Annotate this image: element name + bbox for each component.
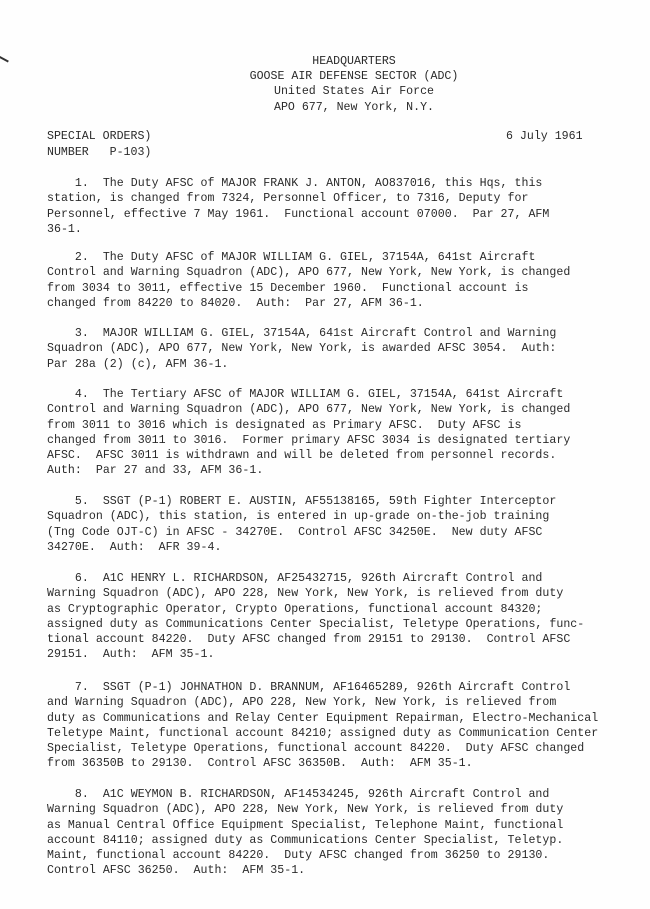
order-date: 6 July 1961 xyxy=(506,130,583,143)
paragraph-2: 2. The Duty AFSC of MAJOR WILLIAM G. GIEL, 37154A, 641st Aircraft Control and Warning Squadron (ADC), APO 677, New York, New York, is changed from 3034 to 3011, effective 15 December 1960. Functional account is changed from 84220 to 84020. Auth: Par 27, AFM 36-1. xyxy=(47,251,571,310)
paragraph-6: 6. A1C HENRY L. RICHARDSON, AF25432715, 926th Aircraft Control and Warning Squadron (ADC), APO 228, New York, New York, is relieved from duty as Cryptographic Operator, Crypto Operations, functional account 84320; assigned duty as Communications Center Specialist, Teletype Operations, func- tional account 84220. Duty AFSC changed from 29151 to 29130. Control AFSC 29151. Auth: AFM 35-1. xyxy=(47,572,585,662)
paragraph-1: 1. The Duty AFSC of MAJOR FRANK J. ANTON, AO837016, this Hqs, this station, is changed from 7324, Personnel Officer, to 7316, Deputy for Personnel, effective 7 May 1961. Functional account 07000. Par 27, AFM 36-1. xyxy=(47,177,550,236)
special-orders-label xyxy=(47,129,151,160)
letterhead xyxy=(0,54,650,115)
letterhead-line-2: GOOSE AIR DEFENSE SECTOR (ADC) xyxy=(249,70,459,84)
letterhead-line-4: APO 677, New York, N.Y. xyxy=(273,100,435,114)
order-number-line: NUMBER P-103) xyxy=(47,145,152,159)
paragraph-7: 7. SSGT (P-1) JOHNATHON D. BRANNUM, AF16465289, 926th Aircraft Control and Warning Squadron (ADC), APO 228, New York, New York, is relieved from duty as Communications and Relay Center Equipment Repairman, Electro-Mechanical Teletype Maint, functional account 84210; assigned duty as Communication Center Specialist, Teletype Operations, functional account 84220. Duty AFSC changed from 36350B to 29130. Control AFSC 36350B. Auth: AFM 35-1. xyxy=(47,681,599,771)
paragraph-5: 5. SSGT (P-1) ROBERT E. AUSTIN, AF55138165, 59th Fighter Interceptor Squadron (ADC), this station, is entered in up-grade on-the-job training (Tng Code OJT-C) in AFSC - 34270E. Control AFSC 34250E. New duty AFSC 34270E. Auth: AFR 39-4. xyxy=(47,495,557,554)
paragraph-4: 4. The Tertiary AFSC of MAJOR WILLIAM G. GIEL, 37154A, 641st Aircraft Control and Warning Squadron (ADC), APO 677, New York, New York, is changed from 3011 to 3016 which is designated as Primary AFSC. Duty AFSC is changed from 3011 to 3016. Former primary AFSC 3034 is designated tertiary AFSC. AFSC 3011 is withdrawn and will be deleted from personnel records. Auth: Par 27 and 33, AFM 36-1. xyxy=(47,388,571,478)
special-orders-line: SPECIAL ORDERS) xyxy=(47,130,152,143)
letterhead-line-1: HEADQUARTERS xyxy=(312,55,396,68)
letterhead-line-3: United States Air Force xyxy=(273,85,435,99)
paragraph-3: 3. MAJOR WILLIAM G. GIEL, 37154A, 641st Aircraft Control and Warning Squadron (ADC), APO 677, New York, New York, is awarded AFSC 3054. Auth: Par 28a (2) (c), AFM 36-1. xyxy=(47,327,557,371)
paragraph-8: 8. A1C WEYMON B. RICHARDSON, AF14534245, 926th Aircraft Control and Warning Squadron (ADC), APO 228, New York, New York, is relieved from duty as Manual Central Office Equipment Specialist, Telephone Maint, functional account 84110; assigned duty as Communications Center Specialist, Teletyp. Maint, functional account 84220. Duty AFSC changed from 36250 to 29130. Control AFSC 36250. Auth: AFM 35-1. xyxy=(47,788,564,878)
